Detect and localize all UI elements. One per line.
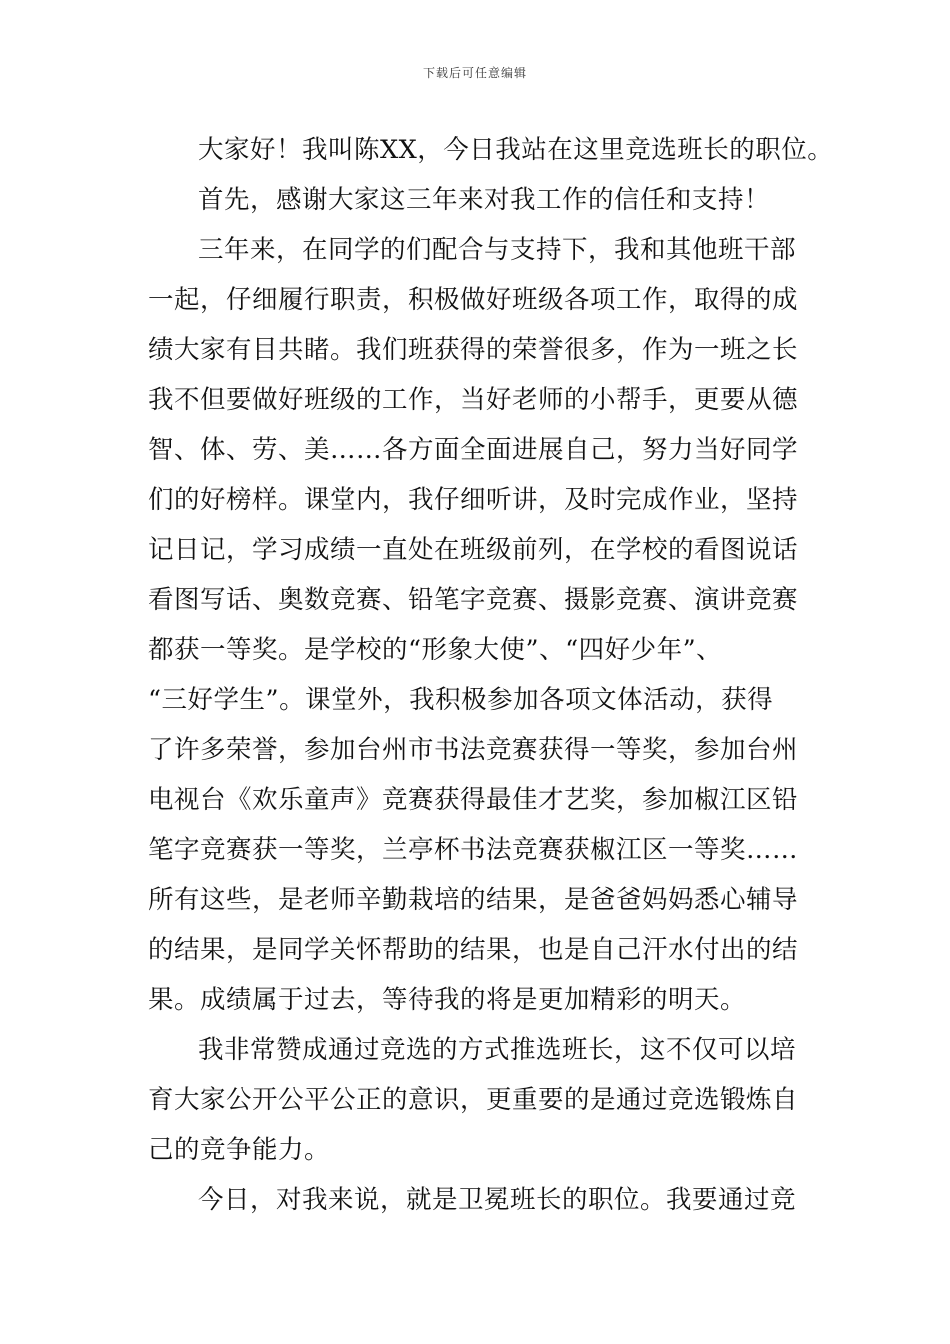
text-line: 记日记，学习成绩一直处在班级前列，在学校的看图说话 (148, 535, 799, 565)
text-line: 都获一等奖。是学校的“形象大使”、“四好少年”、 (148, 635, 723, 665)
text-line: 我不但要做好班级的工作，当好老师的小帮手，更要从德 (148, 385, 799, 415)
text-line: 的结果，是同学关怀帮助的结果，也是自己汗水付出的结 (148, 935, 799, 965)
text-line: 笔字竞赛获一等奖，兰亭杯书法竞赛获椒江区一等奖…… (148, 835, 799, 865)
text-line: 了许多荣誉，参加台州市书法竞赛获得一等奖，参加台州 (148, 735, 799, 765)
text-line: 智、体、劳、美……各方面全面进展自己，努力当好同学 (148, 435, 799, 465)
text-line: 育大家公开公平公正的意识，更重要的是通过竞选锻炼自 (148, 1085, 799, 1115)
text-line: 我非常赞成通过竞选的方式推选班长，这不仅可以培 (198, 1035, 797, 1065)
text-line: 首先，感谢大家这三年来对我工作的信任和支持！ (198, 185, 771, 215)
text-line: 绩大家有目共睹。我们班获得的荣誉很多，作为一班之长 (148, 335, 799, 365)
text-line: 电视台《欢乐童声》竞赛获得最佳才艺奖，参加椒江区铅 (148, 785, 799, 815)
text-line: “三好学生”。课堂外，我积极参加各项文体活动，获得 (148, 685, 774, 715)
text-line: 己的竞争能力。 (148, 1135, 331, 1165)
text-line: 大家好！我叫陈XX，今日我站在这里竞选班长的职位。 (198, 135, 834, 165)
header-note: 下载后可任意编辑 (422, 66, 527, 80)
text-line: 今日，对我来说，就是卫冕班长的职位。我要通过竞 (198, 1185, 797, 1215)
text-line: 果。成绩属于过去，等待我的将是更加精彩的明天。 (148, 985, 747, 1015)
text-line: 看图写话、奥数竞赛、铅笔字竞赛、摄影竞赛、演讲竞赛 (148, 585, 799, 615)
text-line: 们的好榜样。课堂内，我仔细听讲，及时完成作业，坚持 (148, 485, 799, 515)
text-line: 所有这些，是老师辛勤栽培的结果，是爸爸妈妈悉心辅导 (148, 885, 799, 915)
text-line: 三年来，在同学的们配合与支持下，我和其他班干部 (198, 235, 797, 265)
text-line: 一起，仔细履行职责，积极做好班级各项工作，取得的成 (148, 285, 799, 315)
